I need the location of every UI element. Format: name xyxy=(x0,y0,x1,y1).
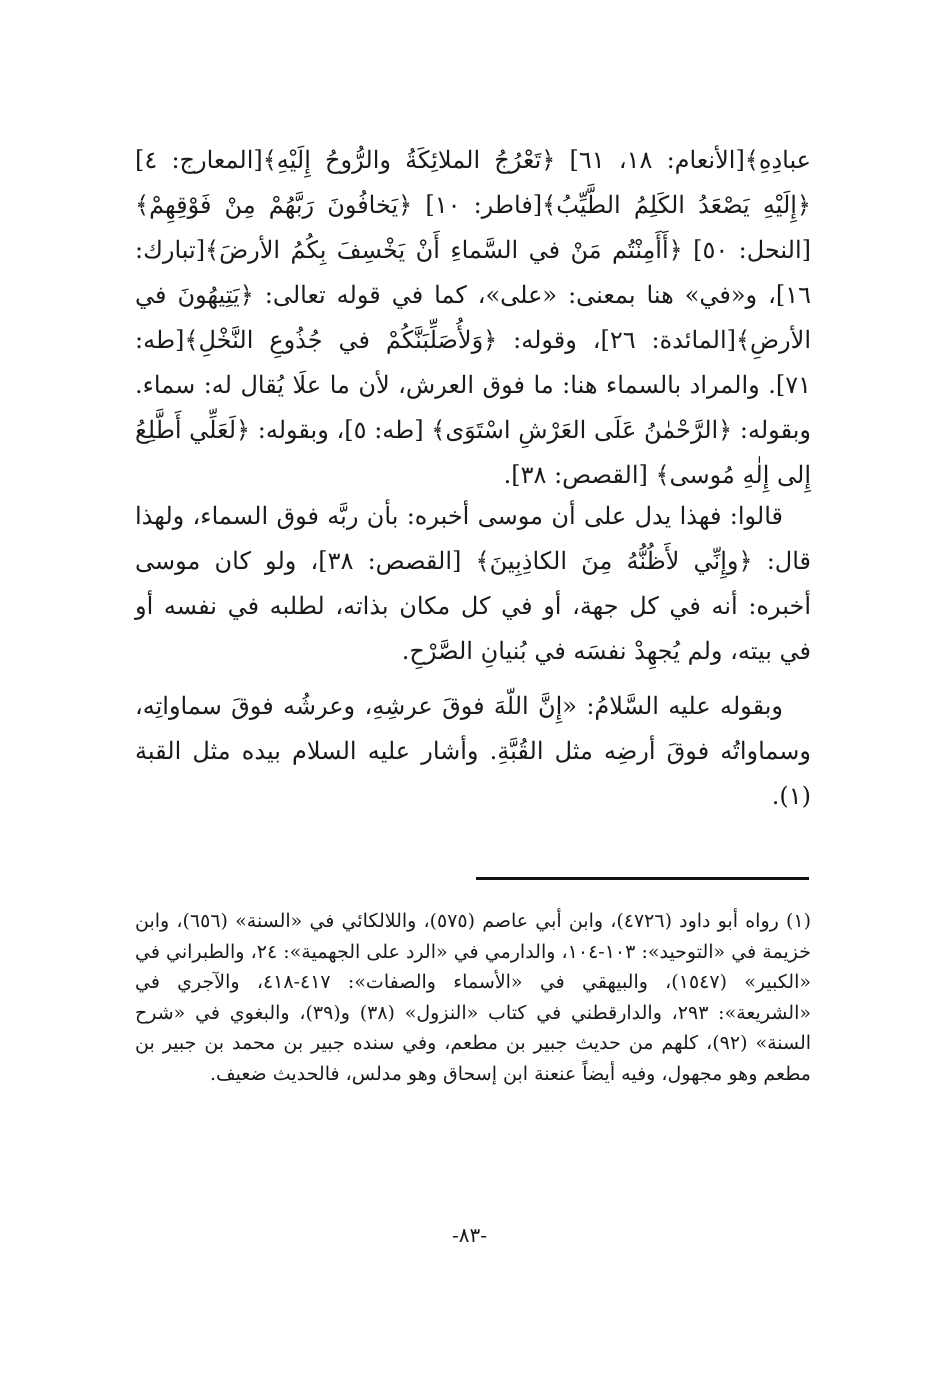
paragraph-3: وبقوله عليه السَّلامُ: «إِنَّ اللّهَ فوقَ عرشِهِ، وعرشُه فوقَ سماواتِه، وسماواتُه فوقَ أرضِه مثل القُبَّةِ. وأشار عليه السلام بيده مثل القبة (١). xyxy=(135,692,811,810)
paragraph-1: عبادِهِ﴾[الأنعام: ١٨، ٦١] ﴿تَعْرُجُ الملائِكَةُ والرُّوحُ إِلَيْهِ﴾[المعارج: ٤] ﴿إِلَيْهِ يَصْعَدُ الكَلِمُ الطَّيِّبُ﴾[فاطر: ١٠] ﴿يَخافُونَ رَبَّهُمْ مِنْ فَوْقِهِمْ﴾[النحل: ٥٠] ﴿أَأَمِنْتُم مَنْ في السَّماءِ أَنْ يَخْسِفَ بِكُمُ الأرضَ﴾[تبارك: ١٦]، و«في» هنا بمعنى: «على»، كما في قوله تعالى: ﴿يَتِيهُونَ في الأرضِ﴾[المائدة: ٢٦]، وقوله: ﴿وَلأُصَلِّبَنَّكُمْ في جُذُوعِ النَّخْلِ﴾[طه: ٧١]. والمراد بالسماء هنا: ما فوق العرش، لأن ما علَا يُقال له: سماء. وبقوله: ﴿الرَّحْمٰنُ عَلَى العَرْشِ اسْتَوَى﴾ [طه: ٥]، وبقوله: ﴿لَعَلِّي أَطَّلِعُ إِلى إِلٰهِ مُوسى﴾ [القصص: ٣٨]. xyxy=(135,146,812,489)
footnote-1: (١) رواه أبو داود (٤٧٢٦)، وابن أبي عاصم (٥٧٥)، واللالكائي في «السنة» (٦٥٦)، وابن خزيمة في «التوحيد»: ١٠٣-١٠٤، والدارمي في «الرد على الجهمية»: ٢٤، والطبراني في «الكبير» (١٥٤٧)، والبيهقي في «الأسماء والصفات»: ٤١٧-٤١٨، والآجري في «الشريعة»: ٢٩٣، والدارقطني في كتاب «النزول» (٣٨) و(٣٩)، والبغوي في «شرح السنة» (٩٢)، كلهم من حديث جبير بن مطعم، وفي سنده جبير بن محمد بن جبير بن مطعم وهو مجهول، وفيه أيضاً عنعنة ابن إسحاق وهو مدلس، فالحديث ضعيف. xyxy=(135,910,812,1085)
main-text xyxy=(135,138,811,819)
footnote-divider xyxy=(476,877,809,880)
footnotes xyxy=(135,906,811,1089)
page-number: -٨٣- xyxy=(451,1223,487,1247)
paragraph-2: قالوا: فهذا يدل على أن موسى أخبره: بأن ربَّه فوق السماء، ولهذا قال: ﴿وإِنِّي لأَظُنُّهُ مِنَ الكاذِبِينَ﴾ [القصص: ٣٨]، ولو كان موسى أخبره: أنه في كل جهة، أو في كل مكان بذاته، لطلبه في نفسه أو في بيته، ولم يُجهِدْ نفسَه في بُنيانِ الصَّرْحِ. xyxy=(135,502,812,665)
